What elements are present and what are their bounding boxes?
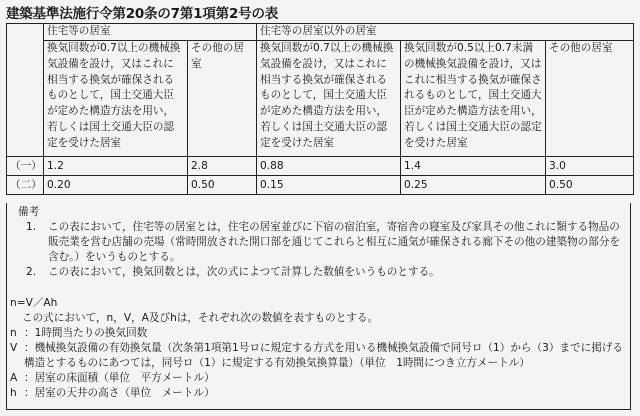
definition-a: [10, 371, 627, 386]
note-text: この表において，住宅等の居室とは，住宅の居室並びに下宿の宿泊室，寄宿舎の寝室及び家具その他これに類する物品の販売業を営む店舗の売場（常時開放された開口部を通じてこれらと相互に通気が確保される廊下その他の建築物の部分を含む。）をいうものとする。: [48, 221, 621, 263]
col-header-3: 換気回数が0.7以上の機械換気設備を設け，又はこれに相当する換気が確保されるものとして，国土交通大臣が定めた構造方法を用い，若しくは国土交通大臣の認定を受けた居室: [257, 41, 401, 157]
table-cell: 1.2: [44, 157, 188, 176]
note-text: この表において，換気回数とは，次の式によつて計算した数値をいうものとする。: [48, 266, 440, 278]
definition-h: [10, 386, 627, 401]
note-number: 1.: [26, 221, 37, 233]
table-cell: 0.20: [44, 176, 188, 195]
table-cell: 0.50: [188, 176, 257, 195]
col-header-1: 換気回数が0.7以上の機械換気設備を設け，又はこれに相当する換気が確保されるものとして，国土交通大臣が定めた構造方法を用い，若しくは国土交通大臣の認定を受けた居室: [44, 41, 188, 157]
group-header-residential: 住宅等の居室: [44, 24, 257, 41]
definition-symbol: n: [10, 327, 17, 339]
notes-heading: 備考: [18, 206, 40, 218]
table-cell: 0.88: [257, 157, 401, 176]
row-label: （一）: [7, 157, 44, 176]
table-row: [7, 157, 634, 176]
table-cell: 3.0: [546, 157, 634, 176]
definition-text: ：居室の天井の高さ（単位 メートル）: [24, 387, 215, 399]
note-item: [10, 265, 627, 280]
corner-cell: [7, 24, 44, 157]
table-cell: 0.50: [546, 176, 634, 195]
table-cell: 1.4: [401, 157, 546, 176]
col-header-2: その他の居室: [188, 41, 257, 157]
definition-n: [10, 326, 627, 341]
definition-symbol: A: [10, 372, 18, 384]
table-row: [7, 176, 634, 195]
group-header-non-residential: 住宅等の居室以外の居室: [257, 24, 634, 41]
table-cell: 2.8: [188, 157, 257, 176]
col-header-5: その他の居室: [546, 41, 634, 157]
definition-text: ：居室の床面積（単位 平方メートル）: [24, 372, 215, 384]
table-cell: 0.15: [257, 176, 401, 195]
ventilation-table: [6, 23, 634, 195]
page-title: 建築基準法施行令第20条の7第1項第2号の表: [6, 6, 279, 22]
row-label: （二）: [7, 176, 44, 195]
formula-description: この式において，n，V，A及びhは，それぞれ次の数値を表すものとする。: [22, 312, 379, 324]
note-item: [10, 220, 627, 265]
col-header-4: 換気回数が0.5以上0.7未満の機械換気設備を設け，又はこれに相当する換気が確保されるものとして，国土交通大臣が定めた構造方法を用い，若しくは国土交通大臣の認定を受けた居室: [401, 41, 546, 157]
note-number: 2.: [26, 266, 37, 278]
notes-section: [6, 203, 631, 410]
definition-v: [10, 341, 627, 371]
definition-symbol: h: [10, 387, 17, 399]
definition-symbol: V: [10, 342, 18, 354]
definition-text: ：機械換気設備の有効換気量（次条第1項第1号ロに規定する方式を用いる機械換気設備で同号ロ（1）から（3）までに掲げる構造とするものにあつては，同号ロ（1）に規定する有効換気換算量）（単位 1時間につき立方メートル）: [24, 342, 624, 369]
formula: n=V／Ah: [10, 297, 58, 309]
definition-text: ：1時間当たりの換気回数: [24, 327, 148, 339]
table-cell: 0.25: [401, 176, 546, 195]
